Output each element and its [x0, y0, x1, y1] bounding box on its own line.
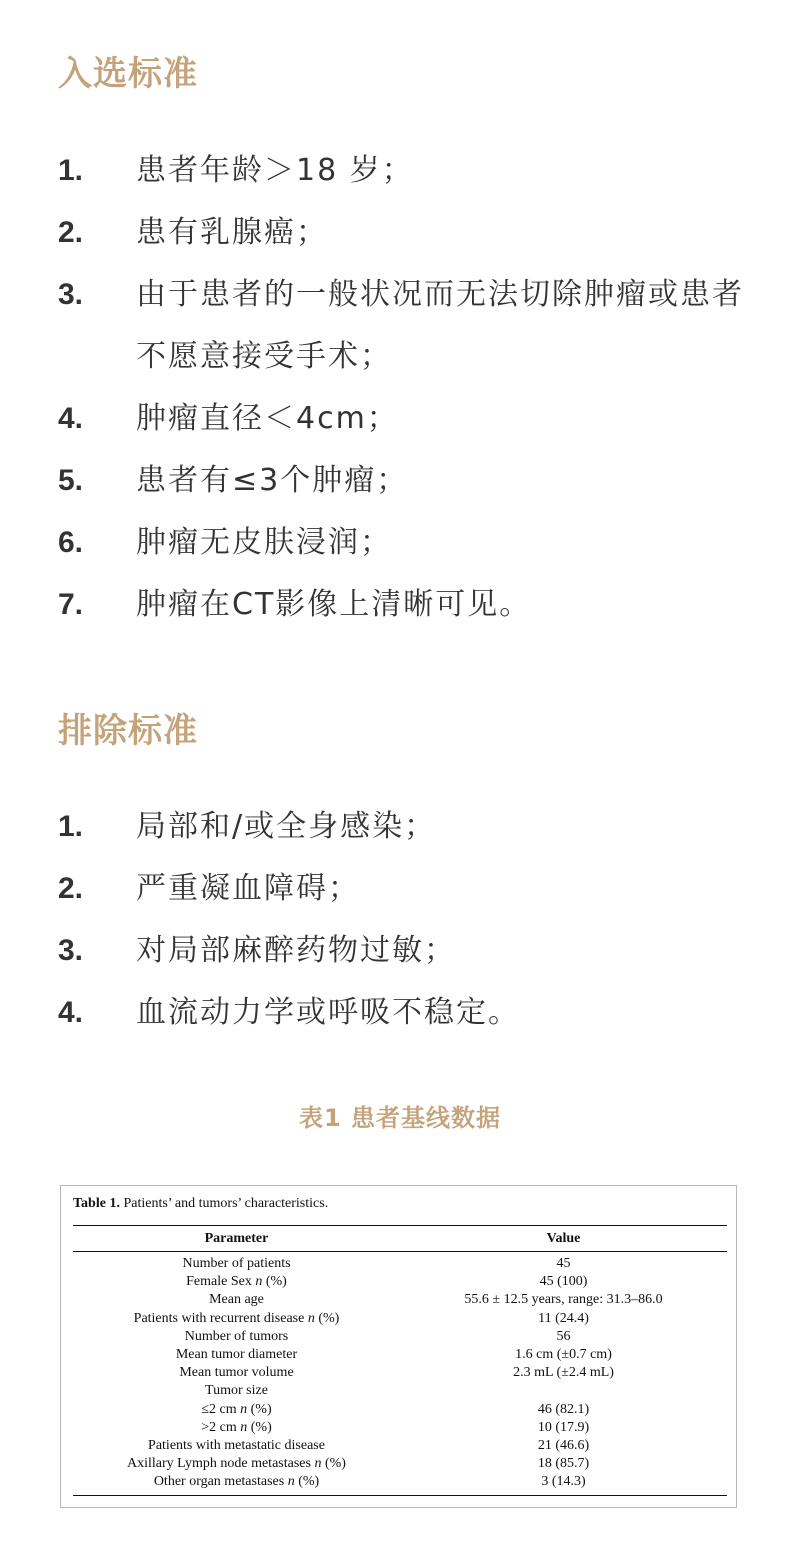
- parameter-suffix: (%): [262, 1274, 287, 1290]
- table-caption: [73, 1196, 328, 1212]
- table-row: [73, 1273, 727, 1291]
- table-cell-value: 21 (46.6): [537, 1438, 590, 1454]
- list-item-number: 2.: [58, 216, 84, 249]
- parameter-text: Patients with recurrent disease: [133, 1310, 308, 1326]
- list-item: [58, 982, 758, 1044]
- table-cell-value: 55.6 ± 12.5 years, range: 31.3–86.0: [464, 1292, 663, 1308]
- table-row: [73, 1455, 727, 1473]
- parameter-text: Mean tumor volume: [179, 1365, 294, 1381]
- table-label: Table 1.: [73, 1196, 120, 1211]
- parameter-italic: n: [240, 1401, 248, 1417]
- table-cell-value: 1.6 cm (±0.7 cm): [515, 1347, 612, 1363]
- characteristics-table-image: [60, 1185, 737, 1508]
- table-header-row: [73, 1226, 727, 1252]
- parameter-text: Tumor size: [205, 1383, 268, 1399]
- list-item-number: 2.: [58, 872, 84, 905]
- list-item: [58, 264, 758, 388]
- table-cell-value: 18 (85.7): [537, 1456, 590, 1472]
- table-cell-parameter: [73, 1364, 400, 1382]
- list-item-number: 6.: [58, 526, 84, 559]
- parameter-text: >2 cm: [201, 1419, 241, 1435]
- list-item: [58, 920, 758, 982]
- table-cell-value: 2.3 mL (±2.4 mL): [513, 1365, 614, 1381]
- table-cell-value: 3 (14.3): [541, 1474, 586, 1490]
- list-item-number: 1.: [58, 154, 84, 187]
- list-item-text: 患有乳腺癌；: [136, 215, 328, 250]
- list-item-text: 局部和/或全身感染；: [136, 809, 437, 844]
- header-value: Value: [546, 1230, 581, 1246]
- table-cell-value: 45 (100): [539, 1274, 588, 1290]
- list-item-text: 血流动力学或呼吸不稳定。: [136, 995, 520, 1030]
- parameter-text: Mean age: [209, 1292, 264, 1308]
- table-cell-parameter: [73, 1310, 400, 1328]
- inclusion-list: [58, 140, 758, 636]
- table-cell-parameter: [73, 1401, 400, 1419]
- parameter-italic: n: [240, 1419, 248, 1435]
- list-item: [58, 574, 758, 636]
- parameter-text: Axillary Lymph node metastases: [127, 1456, 315, 1472]
- parameter-text: Patients with metastatic disease: [148, 1438, 325, 1454]
- parameter-suffix: (%): [247, 1401, 272, 1417]
- table-cell-value: 10 (17.9): [537, 1419, 590, 1435]
- list-item: [58, 450, 758, 512]
- table-cell-parameter: [73, 1419, 400, 1437]
- list-item-text: 患者有≤3个肿瘤；: [136, 463, 409, 498]
- table-caption-cn: 表1 患者基线数据: [298, 1104, 502, 1132]
- list-item: [58, 140, 758, 202]
- characteristics-table: [73, 1225, 727, 1496]
- table-row: [73, 1364, 727, 1382]
- parameter-text: Mean tumor diameter: [175, 1347, 298, 1363]
- table-cell-value: 56: [556, 1328, 571, 1344]
- parameter-text: Number of patients: [182, 1256, 291, 1271]
- inclusion-title: 入选标准: [58, 54, 198, 94]
- table-row: [73, 1346, 727, 1364]
- list-item: [58, 796, 758, 858]
- list-item-number: 4.: [58, 402, 84, 435]
- table-row: [73, 1437, 727, 1455]
- exclusion-list: [58, 796, 758, 1044]
- parameter-italic: n: [255, 1274, 263, 1290]
- parameter-suffix: (%): [247, 1419, 272, 1435]
- table-cell-value: 11 (24.4): [538, 1310, 589, 1326]
- table-cell-parameter: [73, 1437, 400, 1455]
- parameter-text: Number of tumors: [184, 1328, 289, 1344]
- header-parameter: Parameter: [204, 1230, 269, 1246]
- table-cell-parameter: [73, 1328, 400, 1346]
- table-row: [73, 1252, 727, 1274]
- parameter-text: Other organ metastases: [153, 1474, 288, 1490]
- table-caption-text: Patients’ and tumors’ characteristics.: [119, 1196, 329, 1211]
- list-item-text: 由于患者的一般状况而无法切除肿瘤或患者不愿意接受手术；: [136, 277, 744, 374]
- list-item-text: 对局部麻醉药物过敏；: [136, 933, 456, 968]
- parameter-italic: n: [307, 1310, 315, 1326]
- parameter-italic: n: [314, 1456, 322, 1472]
- table-cell-parameter: [73, 1346, 400, 1364]
- list-item-text: 严重凝血障碍；: [136, 871, 360, 906]
- parameter-text: Female Sex: [186, 1274, 256, 1290]
- list-item-number: 3.: [58, 934, 84, 967]
- list-item: [58, 512, 758, 574]
- parameter-suffix: (%): [321, 1456, 346, 1472]
- table-cell-parameter: [73, 1273, 400, 1291]
- table-cell-parameter: [73, 1252, 400, 1274]
- table-row: [73, 1382, 727, 1400]
- table-body: [73, 1252, 727, 1496]
- table-cell-parameter: [73, 1473, 400, 1495]
- list-item-number: 1.: [58, 810, 84, 843]
- table-row: [73, 1473, 727, 1495]
- list-item: [58, 858, 758, 920]
- list-item-number: 7.: [58, 588, 84, 621]
- parameter-suffix: (%): [314, 1310, 340, 1326]
- table-cell-value: [400, 1382, 727, 1400]
- table-cell-value: 46 (82.1): [537, 1401, 590, 1417]
- list-item-number: 5.: [58, 464, 84, 497]
- table-cell-parameter: [73, 1382, 400, 1400]
- table-row: [73, 1310, 727, 1328]
- list-item-number: 4.: [58, 996, 84, 1029]
- list-item-text: 肿瘤在CT影像上清晰可见。: [136, 587, 532, 622]
- table-cell-parameter: [73, 1291, 400, 1309]
- list-item-text: 患者年龄＞18 岁；: [136, 153, 414, 188]
- table-row: [73, 1401, 727, 1419]
- table-cell-value: 45: [556, 1256, 571, 1271]
- list-item-text: 肿瘤无皮肤浸润；: [136, 525, 392, 560]
- list-item-text: 肿瘤直径＜4cm；: [136, 401, 399, 436]
- table-row: [73, 1291, 727, 1309]
- list-item: [58, 388, 758, 450]
- table-row: [73, 1419, 727, 1437]
- list-item: [58, 202, 758, 264]
- list-item-number: 3.: [58, 278, 84, 311]
- table-cell-parameter: [73, 1455, 400, 1473]
- parameter-italic: n: [287, 1474, 295, 1490]
- parameter-text: ≤2 cm: [201, 1401, 241, 1417]
- exclusion-title: 排除标准: [58, 711, 198, 751]
- parameter-suffix: (%): [294, 1474, 320, 1490]
- table-row: [73, 1328, 727, 1346]
